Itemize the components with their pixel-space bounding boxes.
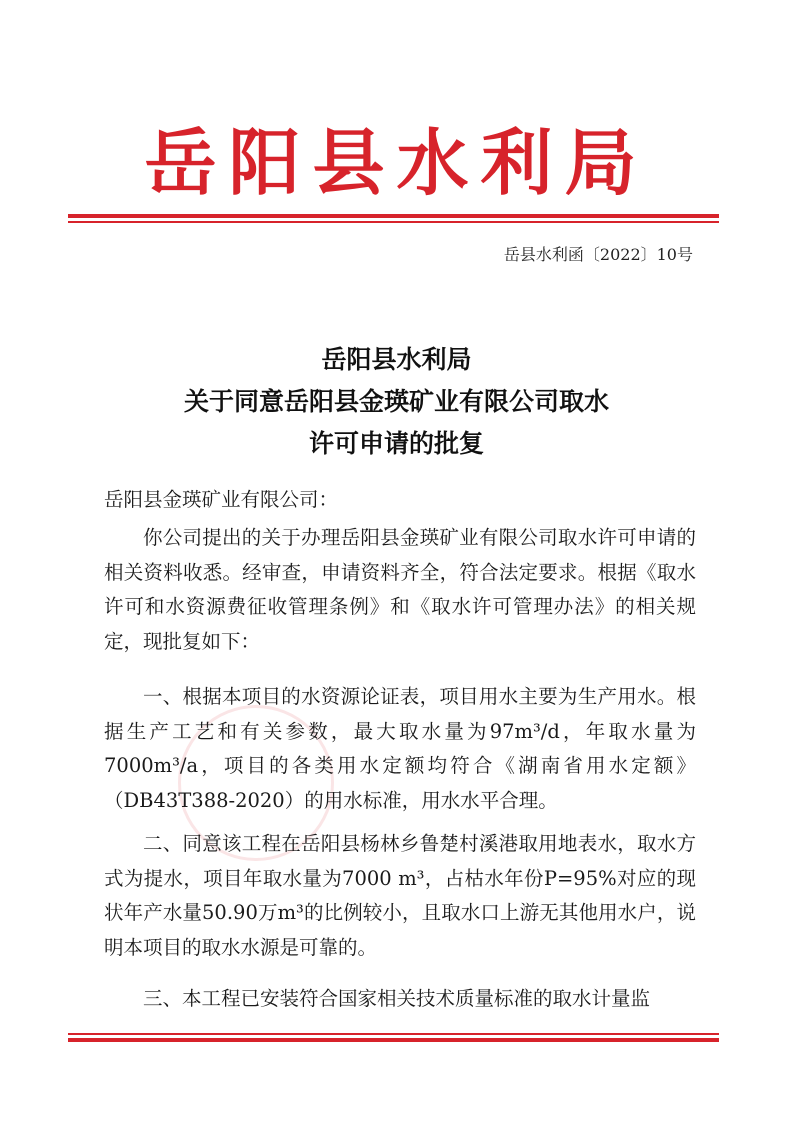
footer-thick-rule (68, 1038, 719, 1042)
header-thick-rule (68, 214, 719, 218)
doc-title-line-3: 许可申请的批复 (308, 429, 484, 458)
body-paragraph-3 (104, 827, 696, 965)
doc-title-line-2: 关于同意岳阳县金瑛矿业有限公司取水 (183, 387, 609, 416)
agency-header-title: 岳阳县水利局 (144, 120, 649, 205)
body-paragraph-1-text: 你公司提出的关于办理岳阳县金瑛矿业有限公司取水许可申请的相关资料收悉。经审查，申请资料齐全，符合法定要求。根据《取水许可和水资源费征收管理条例》和《取水许可管理办法》的相关规定，现批复如下： (104, 526, 696, 653)
doc-title-line-1: 岳阳县水利局 (321, 345, 472, 374)
salutation: 岳阳县金瑛矿业有限公司： (104, 488, 339, 511)
body-paragraph-3-text: 二、同意该工程在岳阳县杨林乡鲁楚村溪港取用地表水，取水方式为提水，项目年取水量为7000 m³，占枯水年份P=95%对应的现状年产水量50.90万m³的比例较小，且取水口上游无其他用水户，说明本项目的取水水源是可靠的。 (104, 832, 696, 959)
body-paragraph-4-text: 三、本工程已安装符合国家相关技术质量标准的取水计量监 (143, 987, 651, 1010)
document-number: 岳县水利函〔2022〕10号 (503, 245, 693, 264)
body-paragraph-2 (104, 680, 696, 818)
footer-thin-rule (68, 1033, 719, 1035)
body-paragraph-4 (104, 982, 696, 1017)
header-thin-rule (68, 221, 719, 223)
body-paragraph-1 (104, 521, 696, 659)
body-paragraph-2-text: 一、根据本项目的水资源论证表，项目用水主要为生产用水。根据生产工艺和有关参数，最大取水量为97m³/d，年取水量为7000m³/a，项目的各类用水定额均符合《湖南省用水定额》（DB43T388-2020）的用水标准，用水水平合理。 (104, 685, 696, 812)
